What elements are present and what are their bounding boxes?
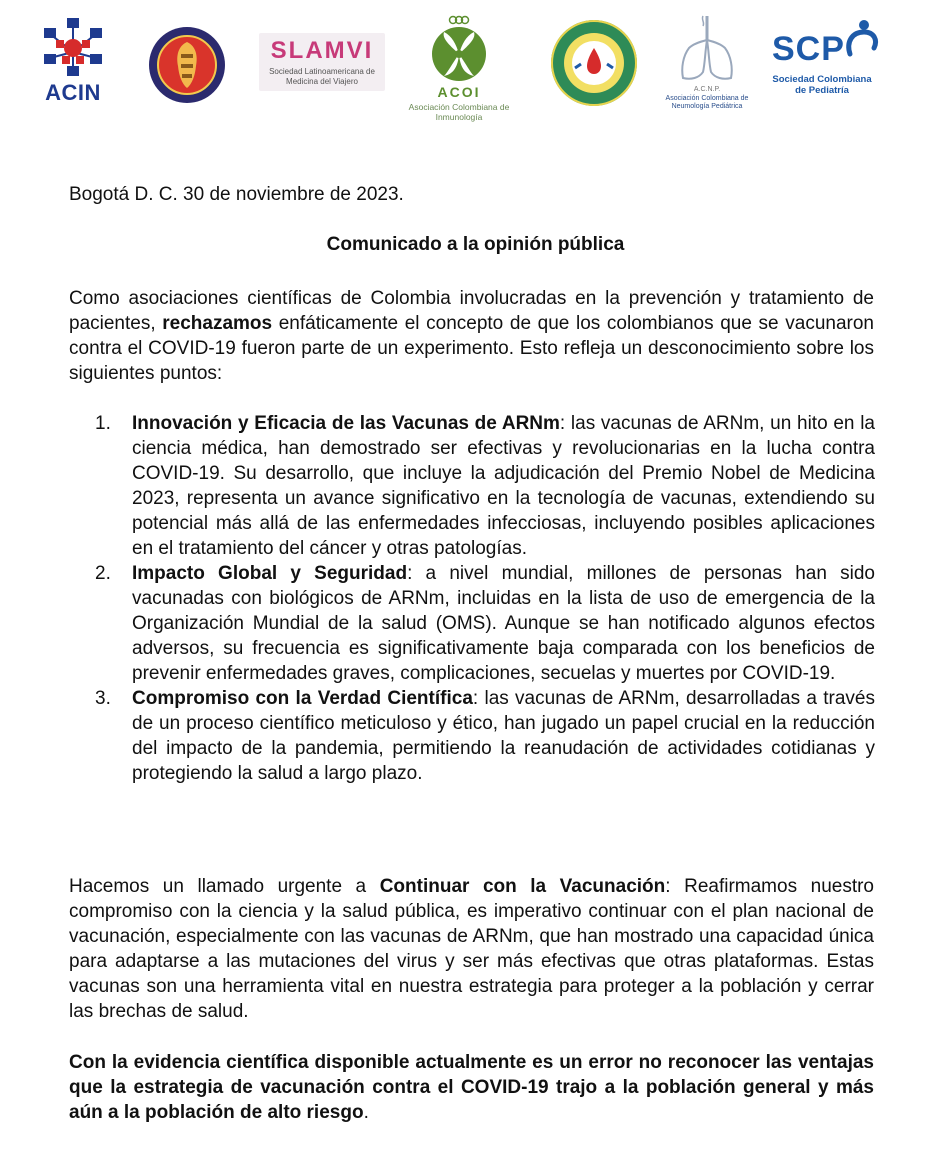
point-body: : las vacunas de ARNm, desarrolladas a través de un proceso científico meticuloso y ético, han jugado un papel crucial en la reducción del impacto de la pandemia, permitiendo la reanudación de actividades cotidianas y protegiendo la salud a largo plazo. bbox=[132, 688, 876, 784]
page-title: Comunicado a la opinión pública bbox=[326, 234, 625, 255]
point-body: : las vacunas de ARNm, un hito en la ciencia médica, han demostrado ser efectivas y revolucionarias en la lucha contra COVID-19. Su desarrollo, que incluye la adjudicación del Premio Nobel de Medicina 2023, representa un avance significativo en la tecnología de vacunas, extendiendo su potencial más allá de las enfermedades infecciosas, incluyendo posibles aplicaciones en el tratamiento del cáncer y otras patologías. bbox=[132, 413, 875, 559]
acnp-logo bbox=[661, 12, 753, 112]
intro-paragraph: Como asociaciones científicas de Colombia involucradas en la prevención y tratamiento de pacientes, rechazamos enfáticamente el concepto de que los colombianos que se vacunaron contra el COVID-19 fueron parte de un experimento. Esto refleja un desconocimiento sobre los siguientes puntos: bbox=[69, 288, 874, 384]
scp-figure-icon bbox=[844, 18, 880, 58]
acoi-leaf-icon bbox=[404, 14, 514, 84]
hemato-logo bbox=[549, 18, 639, 108]
fecolsog-seal-icon bbox=[148, 26, 226, 104]
fecolsog-logo bbox=[148, 26, 226, 104]
list-item bbox=[95, 686, 875, 786]
list-number: 1. bbox=[95, 413, 111, 434]
acnp-abbr: A.C.N.P. bbox=[693, 86, 721, 93]
acin-network-icon bbox=[38, 14, 108, 80]
hemato-seal-icon bbox=[549, 18, 639, 108]
logo-header bbox=[0, 0, 951, 130]
call-emphasis: Continuar con la Vacunación bbox=[379, 876, 666, 897]
scp-subtitle: Sociedad Colombiana de Pediatría bbox=[772, 74, 872, 96]
list-item bbox=[95, 561, 875, 686]
intro-emphasis: rechazamos bbox=[162, 313, 273, 334]
closing-statement: Con la evidencia científica disponible actualmente es un error no reconocer las ventajas que la estrategia de vacunación contra el COVID-19 trajo a la población general y más aún a la población de alto riesgo. bbox=[69, 1052, 874, 1123]
list-item bbox=[95, 411, 875, 561]
lungs-icon bbox=[661, 12, 753, 84]
date-line: Bogotá D. C. 30 de noviembre de 2023. bbox=[69, 184, 404, 205]
scp-logo bbox=[770, 14, 880, 104]
point-heading: Compromiso con la Verdad Científica bbox=[132, 688, 473, 709]
points-list bbox=[95, 411, 875, 786]
acin-logo bbox=[38, 14, 108, 105]
list-number: 2. bbox=[95, 563, 111, 584]
scp-label: SCP bbox=[772, 30, 845, 68]
point-body: : a nivel mundial, millones de personas han sido vacunadas con biológicos de ARNm, incluidas en la lista de uso de emergencia de la Organización Mundial de la salud (OMS). Aunque se han notificado algunos efectos adversos, su frecuencia es significativamente baja comparada con los beneficios de prevenir enfermedades graves, complicaciones, secuelas y muertes por COVID-19. bbox=[132, 563, 875, 684]
slamvi-logo bbox=[259, 33, 385, 91]
acin-label: ACIN bbox=[45, 80, 101, 105]
point-heading: Innovación y Eficacia de las Vacunas de ARNm bbox=[132, 413, 560, 434]
acoi-label: ACOI bbox=[437, 84, 481, 100]
acoi-subtitle: Asociación Colombiana de Inmunología bbox=[408, 102, 510, 122]
slamvi-subtitle: Sociedad Latinoamericana de Medicina del Viajero bbox=[269, 67, 375, 86]
list-number: 3. bbox=[95, 688, 111, 709]
acoi-logo bbox=[404, 14, 514, 124]
slamvi-label: SLAMVI bbox=[270, 37, 374, 64]
call-paragraph: Hacemos un llamado urgente a Continuar con la Vacunación: Reafirmamos nuestro compromiso con la ciencia y la salud pública, es imperativo continuar con el plan nacional de vacunación, especialmente con las vacunas de ARNm, que han mostrado una capacidad única para adaptarse a las mutaciones del virus y ser más efectivas que otras plataformas. Estas vacunas son una herramienta vital en nuestra estrategia para proteger a la población y cerrar las brechas de salud. bbox=[69, 876, 875, 1022]
point-heading: Impacto Global y Seguridad bbox=[132, 563, 408, 584]
acnp-subtitle: Asociación Colombiana de Neumología Pediátrica bbox=[665, 95, 749, 110]
